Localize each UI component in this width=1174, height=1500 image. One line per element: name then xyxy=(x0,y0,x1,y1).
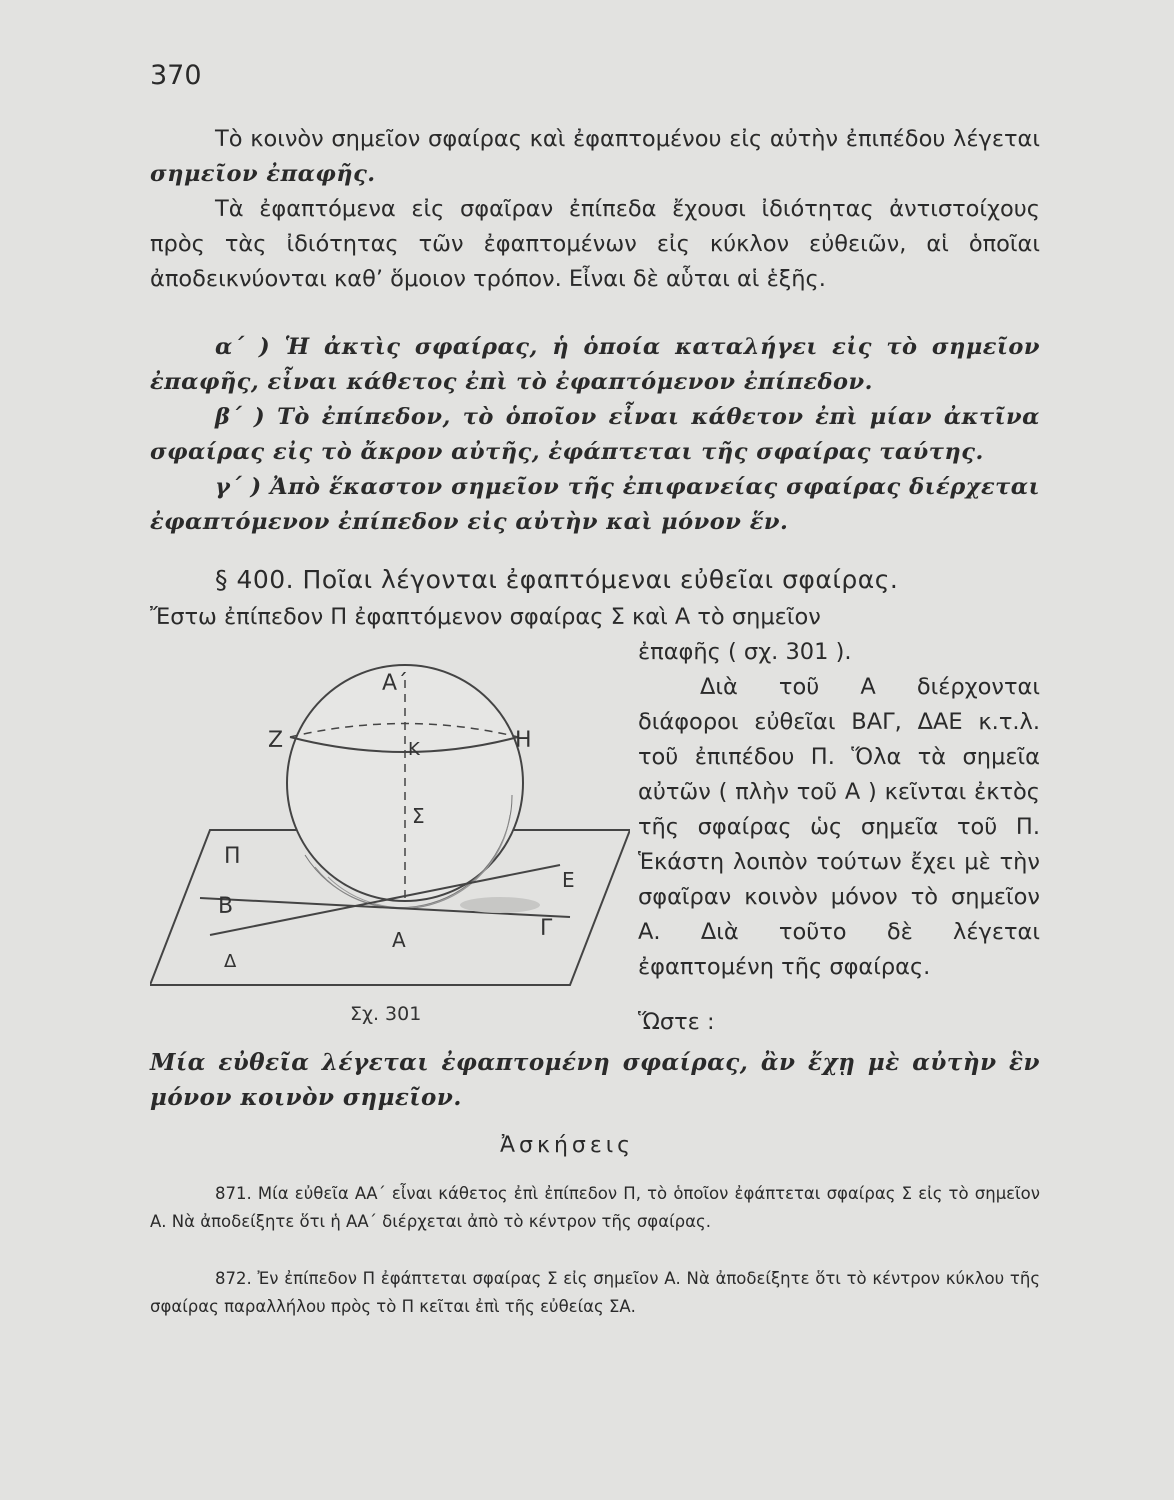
figure-301 xyxy=(150,655,630,1035)
label-b: Β xyxy=(218,894,234,919)
section-heading: § 400. Ποῖαι λέγονται ἐφαπτόμεναι εὐθεῖαι σφαίρας. xyxy=(215,565,899,594)
label-a-prime: Α΄ xyxy=(382,671,409,696)
label-a: Α xyxy=(392,928,406,952)
section-col-2-text: Διὰ τοῦ Α διέρχονται διάφοροι εὐθεῖαι ΒΑΓ, ΔΑΕ κ.τ.λ. τοῦ ἐπιπέδου Π. Ὅλα τὰ σημεῖα αὐτῶν ( πλὴν τοῦ Α ) κεῖνται ἐκτὸς τῆς σφαίρας ὡς σημεῖα τοῦ Π. Ἑκάστη λοιπὸν τούτων ἔχει μὲ τὴν σφαῖραν κοινὸν μόνον τὸ σημεῖον Α. Διὰ τοῦτο δὲ λέγεται ἐφαπτομένη τῆς σφαίρας. xyxy=(638,674,1040,980)
exercise-871-text: 871. Μία εὐθεῖα ΑΑ΄ εἶναι κάθετος ἐπὶ ἐπίπεδον Π, τὸ ὁποῖον ἐφάπτεται σφαίρας Σ εἰς τὸ σημεῖον Α. Νὰ ἀποδείξητε ὅτι ἡ ΑΑ΄ διέρχεται ἀπὸ τὸ κέντρον τῆς σφαίρας. xyxy=(150,1184,1040,1231)
property-c xyxy=(150,470,1040,540)
paragraph-text: Τὰ ἐφαπτόμενα εἰς σφαῖραν ἐπίπεδα ἔχουσι ἰδιότητας ἀντιστοίχους πρὸς τὰς ἰδιότητας τῶν ἐφαπτομένων εἰς κύκλον εὐθειῶν, αἱ ὁποῖαι ἀποδεικνύονται καθ’ ὅμοιον τρόπον. Εἶναι δὲ αὗται αἱ ἑξῆς. xyxy=(150,196,1040,292)
label-d: Δ xyxy=(224,951,237,972)
label-z: Ζ xyxy=(268,728,284,753)
section-col-2 xyxy=(638,670,1040,985)
exercise-872 xyxy=(150,1265,1040,1321)
section-col-1: ἐπαφῆς ( σχ. 301 ). xyxy=(638,639,852,665)
exercises-title: Ἀσκήσεις xyxy=(500,1133,635,1158)
property-b xyxy=(150,400,1040,470)
section-col-3: Ὥστε : xyxy=(638,1009,715,1035)
section-first-line: Ἔστω ἐπίπεδον Π ἐφαπτόμενον σφαίρας Σ καὶ Α τὸ σημεῖον xyxy=(150,604,821,630)
paragraph-text: Τὸ κοινὸν σημεῖον σφαίρας καὶ ἐφαπτομένου εἰς αὐτὴν ἐπιπέδου λέγεται xyxy=(215,126,1040,152)
paragraph-contact-point xyxy=(150,122,1040,192)
exercise-872-text: 872. Ἐν ἐπίπεδον Π ἐφάπτεται σφαίρας Σ εἰς σημεῖον Α. Νὰ ἀποδείξητε ὅτι τὸ κέντρον κύκλου τῆς σφαίρας παραλλήλου πρὸς τὸ Π κεῖται ἐπὶ τῆς εὐθείας ΣΑ. xyxy=(150,1269,1040,1316)
property-a xyxy=(150,330,1040,400)
exercise-871 xyxy=(150,1180,1040,1236)
paragraph-properties xyxy=(150,192,1040,297)
definition-tangent: Μία εὐθεῖα λέγεται ἐφαπτομένη σφαίρας, ἂν ἔχῃ μὲ αὐτὴν ἓν μόνον κοινὸν σημεῖον. xyxy=(150,1049,1040,1111)
label-h: Η xyxy=(515,728,532,753)
label-e: Ε xyxy=(562,868,575,892)
label-s: Σ xyxy=(412,804,425,828)
property-a-text: α΄ ) Ἡ ἀκτὶς σφαίρας, ἡ ὁποία καταλήγει εἰς τὸ σημεῖον ἐπαφῆς, εἶναι κάθετος ἐπὶ τὸ ἐφαπτόμενον ἐπίπεδον. xyxy=(150,334,1040,395)
property-b-text: β΄ ) Τὸ ἐπίπεδον, τὸ ὁποῖον εἶναι κάθετον ἐπὶ μίαν ἀκτῖνα σφαίρας εἰς τὸ ἄκρον αὐτῆς, ἐφάπτεται τῆς σφαίρας ταύτης. xyxy=(150,404,1040,465)
shadow xyxy=(460,897,540,913)
property-c-text: γ΄ ) Ἀπὸ ἕκαστον σημεῖον τῆς ἐπιφανείας σφαίρας διέρχεται ἐφαπτόμενον ἐπίπεδον εἰς αὐτὴν καὶ μόνον ἕν. xyxy=(150,474,1040,535)
label-g: Γ xyxy=(540,916,553,941)
page-number: 370 xyxy=(150,60,202,91)
term-contact-point: σημεῖον ἐπαφῆς. xyxy=(150,161,376,187)
label-k: Κ xyxy=(408,739,420,760)
label-p: Π xyxy=(224,844,241,869)
figure-caption: Σχ. 301 xyxy=(350,1003,422,1025)
